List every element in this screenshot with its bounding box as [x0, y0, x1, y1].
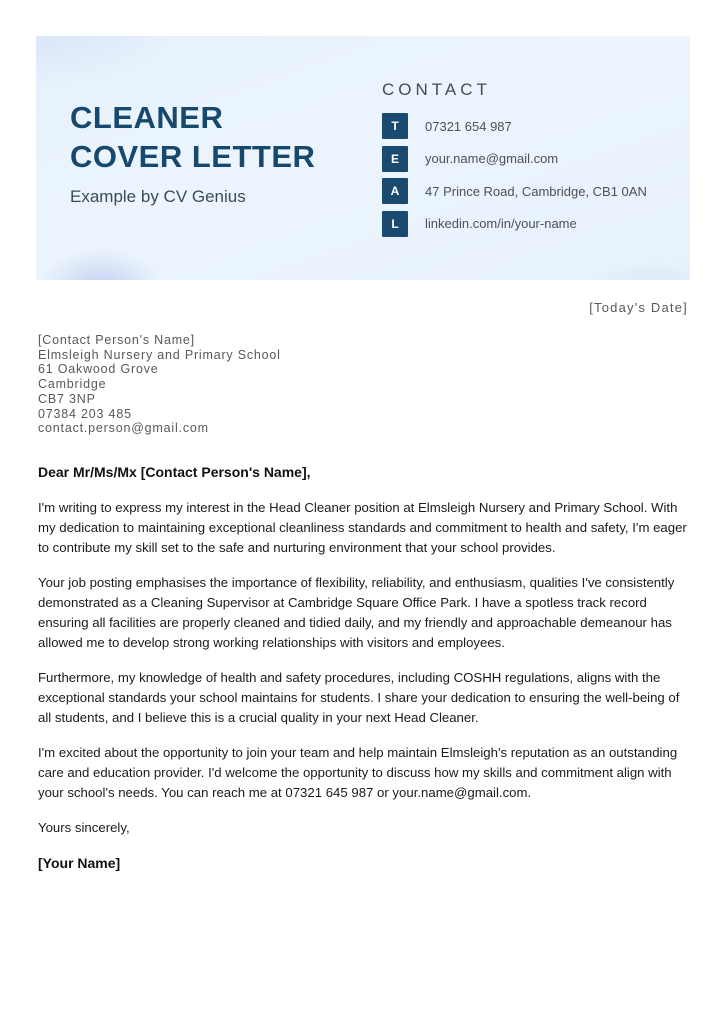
contact-heading: CONTACT [382, 80, 491, 99]
page-title-line2: COVER LETTER [70, 139, 316, 174]
contact-item-address [382, 178, 647, 204]
date-line: [Today's Date] [589, 300, 688, 315]
contact-phone-value: 07321 654 987 [425, 118, 512, 134]
recipient-line: [Contact Person's Name] [38, 333, 195, 347]
contact-linkedin-value: linkedin.com/in/your-name [425, 216, 577, 231]
closing-line: Yours sincerely, [38, 819, 130, 835]
recipient-line: Elmsleigh Nursery and Primary School [38, 347, 281, 362]
recipient-line: contact.person@gmail.com [38, 421, 209, 436]
contact-email-value: your.name@gmail.com [425, 151, 559, 166]
contact-item-email [382, 146, 647, 172]
paragraph-4: I'm excited about the opportunity to join your team and help maintain Elmsleigh's reputation as an outstanding care and education provider. I'd welcome the opportunity to discuss how my skills and commitment align with your school's needs. You can reach me at 07321 645 987 or your.name@gmail.com. [38, 744, 678, 800]
paragraph-3: Furthermore, my knowledge of health and safety procedures, including COSHH regulations, aligns with the exceptional standards your school maintains for students. I share your dedication to ensuring the well-being of all students, and I believe this is a crucial quality in your next Head Cleaner. [38, 669, 680, 725]
page-title-line1: CLEANER [70, 100, 224, 135]
signature-name: [Your Name] [38, 854, 121, 871]
paragraph-2: Your job posting emphasises the importance of flexibility, reliability, and enthusiasm, qualities I've consistently demonstrated as a Cleaning Supervisor at Cambridge Square Office Park. I have a spotless track record ensuring all facilities are properly cleaned and tidied daily, and my friendly and approachable demeanour has allowed me to develop strong working relationships with visitors and employees. [38, 574, 675, 650]
paragraph-1: I'm writing to express my interest in the Head Cleaner position at Elmsleigh Nursery and Primary School. With my dedication to maintaining exceptional cleanliness standards and commitment to health and safety, I'm eager to contribute my skill set to the safe and nurturing environment that your school provides. [38, 499, 687, 555]
recipient-line: 07384 203 485 [38, 406, 132, 421]
recipient-line: CB7 3NP [38, 391, 96, 406]
address-icon: A [382, 178, 408, 204]
phone-icon: T [382, 113, 408, 139]
letter-body [38, 300, 688, 873]
recipient-block [38, 333, 688, 436]
page-title [70, 98, 315, 176]
contact-item-linkedin [382, 211, 647, 237]
linkedin-icon: L [382, 211, 408, 237]
contact-address-value: 47 Prince Road, Cambridge, CB1 0AN [425, 183, 647, 199]
recipient-line: 61 Oakwood Grove [38, 362, 159, 377]
header-banner [36, 36, 690, 280]
salutation: Dear Mr/Ms/Mx [Contact Person's Name], [38, 463, 311, 480]
contact-section [382, 80, 647, 243]
recipient-line: Cambridge [38, 377, 107, 392]
page-subtitle: Example by CV Genius [70, 187, 246, 206]
email-icon: E [382, 146, 408, 172]
contact-item-phone [382, 113, 647, 139]
